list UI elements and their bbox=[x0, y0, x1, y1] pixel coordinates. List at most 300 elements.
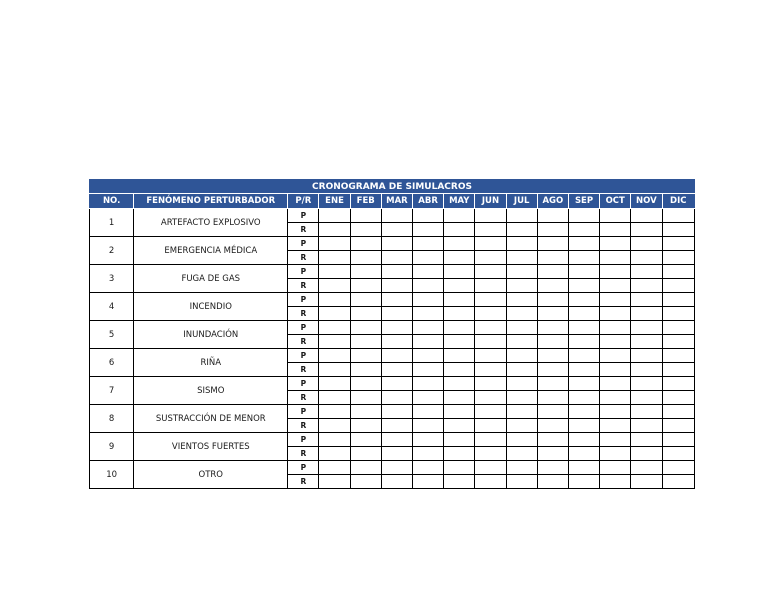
month-cell[interactable] bbox=[662, 265, 695, 279]
month-cell[interactable] bbox=[444, 293, 475, 307]
month-cell[interactable] bbox=[444, 265, 475, 279]
month-cell[interactable] bbox=[537, 363, 568, 377]
month-cell[interactable] bbox=[662, 293, 695, 307]
month-cell[interactable] bbox=[350, 349, 381, 363]
drill-schedule-table bbox=[89, 179, 695, 489]
month-cell[interactable] bbox=[537, 377, 568, 391]
month-cell[interactable] bbox=[350, 293, 381, 307]
month-cell[interactable] bbox=[631, 461, 662, 475]
pr-label: R bbox=[288, 251, 319, 265]
month-cell[interactable] bbox=[381, 461, 412, 475]
month-cell[interactable] bbox=[506, 363, 537, 377]
month-cell[interactable] bbox=[568, 433, 599, 447]
month-cell[interactable] bbox=[600, 391, 631, 405]
month-cell[interactable] bbox=[475, 377, 506, 391]
month-cell[interactable] bbox=[568, 349, 599, 363]
pr-label: P bbox=[288, 209, 319, 223]
month-cell[interactable] bbox=[413, 307, 444, 321]
table-row bbox=[90, 293, 695, 307]
month-cell[interactable] bbox=[413, 251, 444, 265]
month-cell[interactable] bbox=[506, 335, 537, 349]
month-cell[interactable] bbox=[631, 265, 662, 279]
month-cell[interactable] bbox=[381, 321, 412, 335]
month-cell[interactable] bbox=[475, 307, 506, 321]
table-title: CRONOGRAMA DE SIMULACROS bbox=[90, 180, 695, 194]
pr-label: R bbox=[288, 447, 319, 461]
month-cell[interactable] bbox=[475, 363, 506, 377]
month-cell[interactable] bbox=[662, 447, 695, 461]
month-cell[interactable] bbox=[381, 363, 412, 377]
month-cell[interactable] bbox=[444, 433, 475, 447]
row-number: 10 bbox=[90, 461, 134, 489]
month-cell[interactable] bbox=[631, 307, 662, 321]
month-cell[interactable] bbox=[506, 349, 537, 363]
phenomenon-name: FUGA DE GAS bbox=[134, 265, 288, 293]
month-cell[interactable] bbox=[600, 265, 631, 279]
month-cell[interactable] bbox=[537, 391, 568, 405]
month-cell[interactable] bbox=[319, 279, 350, 293]
month-cell[interactable] bbox=[631, 279, 662, 293]
col-header-pr: P/R bbox=[288, 194, 319, 209]
month-cell[interactable] bbox=[537, 419, 568, 433]
month-cell[interactable] bbox=[568, 377, 599, 391]
pr-label: P bbox=[288, 293, 319, 307]
table-row bbox=[90, 405, 695, 419]
month-cell[interactable] bbox=[381, 251, 412, 265]
pr-label: P bbox=[288, 349, 319, 363]
month-cell[interactable] bbox=[350, 377, 381, 391]
month-cell[interactable] bbox=[568, 475, 599, 489]
month-cell[interactable] bbox=[475, 209, 506, 223]
month-cell[interactable] bbox=[600, 293, 631, 307]
month-cell[interactable] bbox=[475, 391, 506, 405]
month-cell[interactable] bbox=[506, 447, 537, 461]
month-cell[interactable] bbox=[475, 335, 506, 349]
month-cell[interactable] bbox=[568, 223, 599, 237]
month-cell[interactable] bbox=[413, 391, 444, 405]
month-cell[interactable] bbox=[381, 307, 412, 321]
month-cell[interactable] bbox=[506, 265, 537, 279]
month-cell[interactable] bbox=[413, 209, 444, 223]
month-cell[interactable] bbox=[475, 265, 506, 279]
month-cell[interactable] bbox=[568, 237, 599, 251]
month-cell[interactable] bbox=[537, 209, 568, 223]
col-header-month: JUL bbox=[506, 194, 537, 209]
month-cell[interactable] bbox=[506, 475, 537, 489]
month-cell[interactable] bbox=[444, 279, 475, 293]
month-cell[interactable] bbox=[381, 293, 412, 307]
phenomenon-name: OTRO bbox=[134, 461, 288, 489]
month-cell[interactable] bbox=[350, 209, 381, 223]
month-cell[interactable] bbox=[381, 405, 412, 419]
month-cell[interactable] bbox=[631, 433, 662, 447]
month-cell[interactable] bbox=[506, 279, 537, 293]
month-cell[interactable] bbox=[319, 461, 350, 475]
month-cell[interactable] bbox=[662, 209, 695, 223]
table-row bbox=[90, 349, 695, 363]
month-cell[interactable] bbox=[662, 363, 695, 377]
col-header-month: ABR bbox=[413, 194, 444, 209]
month-cell[interactable] bbox=[568, 209, 599, 223]
month-cell[interactable] bbox=[600, 461, 631, 475]
month-cell[interactable] bbox=[475, 349, 506, 363]
month-cell[interactable] bbox=[506, 293, 537, 307]
month-cell[interactable] bbox=[319, 391, 350, 405]
month-cell[interactable] bbox=[537, 475, 568, 489]
pr-label: R bbox=[288, 391, 319, 405]
month-cell[interactable] bbox=[444, 363, 475, 377]
month-cell[interactable] bbox=[381, 209, 412, 223]
month-cell[interactable] bbox=[381, 475, 412, 489]
pr-label: R bbox=[288, 335, 319, 349]
month-cell[interactable] bbox=[350, 405, 381, 419]
month-cell[interactable] bbox=[413, 335, 444, 349]
month-cell[interactable] bbox=[444, 307, 475, 321]
month-cell[interactable] bbox=[568, 363, 599, 377]
month-cell[interactable] bbox=[319, 307, 350, 321]
month-cell[interactable] bbox=[444, 209, 475, 223]
row-number: 2 bbox=[90, 237, 134, 265]
phenomenon-name: INUNDACIÓN bbox=[134, 321, 288, 349]
month-cell[interactable] bbox=[381, 237, 412, 251]
month-cell[interactable] bbox=[413, 265, 444, 279]
month-cell[interactable] bbox=[662, 377, 695, 391]
pr-label: P bbox=[288, 377, 319, 391]
month-cell[interactable] bbox=[350, 335, 381, 349]
month-cell[interactable] bbox=[537, 335, 568, 349]
month-cell[interactable] bbox=[413, 475, 444, 489]
month-cell[interactable] bbox=[506, 237, 537, 251]
row-number: 7 bbox=[90, 377, 134, 405]
month-cell[interactable] bbox=[631, 405, 662, 419]
month-cell[interactable] bbox=[413, 377, 444, 391]
month-cell[interactable] bbox=[319, 223, 350, 237]
month-cell[interactable] bbox=[537, 461, 568, 475]
col-header-month: DIC bbox=[662, 194, 695, 209]
month-cell[interactable] bbox=[506, 391, 537, 405]
month-cell[interactable] bbox=[537, 321, 568, 335]
month-cell[interactable] bbox=[413, 321, 444, 335]
month-cell[interactable] bbox=[631, 237, 662, 251]
month-cell[interactable] bbox=[506, 307, 537, 321]
month-cell[interactable] bbox=[631, 419, 662, 433]
month-cell[interactable] bbox=[319, 475, 350, 489]
month-cell[interactable] bbox=[381, 433, 412, 447]
col-header-month: JUN bbox=[475, 194, 506, 209]
month-cell[interactable] bbox=[475, 279, 506, 293]
month-cell[interactable] bbox=[444, 461, 475, 475]
month-cell[interactable] bbox=[600, 237, 631, 251]
month-cell[interactable] bbox=[662, 419, 695, 433]
table-body bbox=[90, 209, 695, 489]
month-cell[interactable] bbox=[381, 265, 412, 279]
month-cell[interactable] bbox=[444, 475, 475, 489]
month-cell[interactable] bbox=[350, 391, 381, 405]
table-row bbox=[90, 377, 695, 391]
month-cell[interactable] bbox=[662, 433, 695, 447]
table-row bbox=[90, 461, 695, 475]
month-cell[interactable] bbox=[350, 307, 381, 321]
month-cell[interactable] bbox=[475, 419, 506, 433]
month-cell[interactable] bbox=[475, 461, 506, 475]
month-cell[interactable] bbox=[350, 251, 381, 265]
month-cell[interactable] bbox=[537, 237, 568, 251]
month-cell[interactable] bbox=[600, 447, 631, 461]
month-cell[interactable] bbox=[506, 461, 537, 475]
month-cell[interactable] bbox=[600, 433, 631, 447]
month-cell[interactable] bbox=[319, 349, 350, 363]
month-cell[interactable] bbox=[568, 293, 599, 307]
month-cell[interactable] bbox=[631, 335, 662, 349]
month-cell[interactable] bbox=[350, 433, 381, 447]
month-cell[interactable] bbox=[413, 433, 444, 447]
month-cell[interactable] bbox=[475, 293, 506, 307]
month-cell[interactable] bbox=[662, 335, 695, 349]
month-cell[interactable] bbox=[631, 377, 662, 391]
month-cell[interactable] bbox=[600, 405, 631, 419]
pr-label: P bbox=[288, 405, 319, 419]
month-cell[interactable] bbox=[319, 237, 350, 251]
row-number: 4 bbox=[90, 293, 134, 321]
month-cell[interactable] bbox=[662, 391, 695, 405]
month-cell[interactable] bbox=[350, 279, 381, 293]
month-cell[interactable] bbox=[537, 223, 568, 237]
phenomenon-name: ARTEFACTO EXPLOSIVO bbox=[134, 209, 288, 237]
month-cell[interactable] bbox=[413, 349, 444, 363]
month-cell[interactable] bbox=[350, 321, 381, 335]
month-cell[interactable] bbox=[568, 419, 599, 433]
month-cell[interactable] bbox=[475, 251, 506, 265]
month-cell[interactable] bbox=[662, 251, 695, 265]
pr-label: R bbox=[288, 475, 319, 489]
month-cell[interactable] bbox=[350, 363, 381, 377]
month-cell[interactable] bbox=[381, 377, 412, 391]
month-cell[interactable] bbox=[600, 279, 631, 293]
month-cell[interactable] bbox=[350, 237, 381, 251]
month-cell[interactable] bbox=[506, 433, 537, 447]
month-cell[interactable] bbox=[506, 223, 537, 237]
col-header-month: SEP bbox=[568, 194, 599, 209]
month-cell[interactable] bbox=[600, 209, 631, 223]
month-cell[interactable] bbox=[600, 475, 631, 489]
month-cell[interactable] bbox=[350, 265, 381, 279]
month-cell[interactable] bbox=[568, 251, 599, 265]
month-cell[interactable] bbox=[475, 321, 506, 335]
month-cell[interactable] bbox=[568, 335, 599, 349]
month-cell[interactable] bbox=[381, 419, 412, 433]
month-cell[interactable] bbox=[319, 447, 350, 461]
month-cell[interactable] bbox=[600, 223, 631, 237]
month-cell[interactable] bbox=[444, 321, 475, 335]
month-cell[interactable] bbox=[444, 391, 475, 405]
pr-label: P bbox=[288, 237, 319, 251]
month-cell[interactable] bbox=[631, 363, 662, 377]
month-cell[interactable] bbox=[600, 321, 631, 335]
month-cell[interactable] bbox=[319, 433, 350, 447]
row-number: 5 bbox=[90, 321, 134, 349]
month-cell[interactable] bbox=[413, 223, 444, 237]
pr-label: R bbox=[288, 223, 319, 237]
month-cell[interactable] bbox=[568, 321, 599, 335]
month-cell[interactable] bbox=[475, 405, 506, 419]
month-cell[interactable] bbox=[568, 279, 599, 293]
month-cell[interactable] bbox=[600, 251, 631, 265]
month-cell[interactable] bbox=[413, 293, 444, 307]
month-cell[interactable] bbox=[631, 321, 662, 335]
month-cell[interactable] bbox=[444, 223, 475, 237]
month-cell[interactable] bbox=[537, 405, 568, 419]
month-cell[interactable] bbox=[319, 321, 350, 335]
row-number: 3 bbox=[90, 265, 134, 293]
month-cell[interactable] bbox=[506, 377, 537, 391]
month-cell[interactable] bbox=[600, 377, 631, 391]
month-cell[interactable] bbox=[444, 335, 475, 349]
month-cell[interactable] bbox=[537, 433, 568, 447]
month-cell[interactable] bbox=[444, 237, 475, 251]
month-cell[interactable] bbox=[568, 265, 599, 279]
phenomenon-name: SUSTRACCIÓN DE MENOR bbox=[134, 405, 288, 433]
month-cell[interactable] bbox=[631, 349, 662, 363]
month-cell[interactable] bbox=[631, 475, 662, 489]
month-cell[interactable] bbox=[319, 293, 350, 307]
table-row bbox=[90, 321, 695, 335]
month-cell[interactable] bbox=[319, 335, 350, 349]
month-cell[interactable] bbox=[350, 223, 381, 237]
phenomenon-name: SISMO bbox=[134, 377, 288, 405]
month-cell[interactable] bbox=[444, 349, 475, 363]
month-cell[interactable] bbox=[381, 391, 412, 405]
month-cell[interactable] bbox=[662, 307, 695, 321]
month-cell[interactable] bbox=[631, 209, 662, 223]
month-cell[interactable] bbox=[662, 237, 695, 251]
month-cell[interactable] bbox=[662, 279, 695, 293]
month-cell[interactable] bbox=[381, 349, 412, 363]
month-cell[interactable] bbox=[413, 447, 444, 461]
row-number: 8 bbox=[90, 405, 134, 433]
phenomenon-name: INCENDIO bbox=[134, 293, 288, 321]
month-cell[interactable] bbox=[319, 419, 350, 433]
month-cell[interactable] bbox=[662, 405, 695, 419]
month-cell[interactable] bbox=[413, 461, 444, 475]
month-cell[interactable] bbox=[350, 447, 381, 461]
month-cell[interactable] bbox=[319, 363, 350, 377]
month-cell[interactable] bbox=[537, 279, 568, 293]
month-cell[interactable] bbox=[319, 265, 350, 279]
month-cell[interactable] bbox=[568, 447, 599, 461]
pr-label: P bbox=[288, 265, 319, 279]
row-number: 1 bbox=[90, 209, 134, 237]
month-cell[interactable] bbox=[475, 475, 506, 489]
month-cell[interactable] bbox=[537, 447, 568, 461]
month-cell[interactable] bbox=[537, 349, 568, 363]
month-cell[interactable] bbox=[631, 293, 662, 307]
month-cell[interactable] bbox=[506, 251, 537, 265]
month-cell[interactable] bbox=[506, 419, 537, 433]
phenomenon-name: RIÑA bbox=[134, 349, 288, 377]
month-cell[interactable] bbox=[506, 321, 537, 335]
pr-label: R bbox=[288, 279, 319, 293]
col-header-month: NOV bbox=[631, 194, 662, 209]
month-cell[interactable] bbox=[600, 349, 631, 363]
phenomenon-name: VIENTOS FUERTES bbox=[134, 433, 288, 461]
month-cell[interactable] bbox=[662, 475, 695, 489]
month-cell[interactable] bbox=[537, 293, 568, 307]
month-cell[interactable] bbox=[662, 321, 695, 335]
month-cell[interactable] bbox=[568, 405, 599, 419]
table-row bbox=[90, 209, 695, 223]
month-cell[interactable] bbox=[537, 251, 568, 265]
month-cell[interactable] bbox=[631, 391, 662, 405]
month-cell[interactable] bbox=[350, 419, 381, 433]
row-number: 9 bbox=[90, 433, 134, 461]
month-cell[interactable] bbox=[662, 223, 695, 237]
pr-label: R bbox=[288, 363, 319, 377]
pr-label: P bbox=[288, 433, 319, 447]
month-cell[interactable] bbox=[537, 265, 568, 279]
month-cell[interactable] bbox=[381, 223, 412, 237]
col-header-month: ENE bbox=[319, 194, 350, 209]
month-cell[interactable] bbox=[662, 349, 695, 363]
month-cell[interactable] bbox=[600, 363, 631, 377]
month-cell[interactable] bbox=[475, 237, 506, 251]
month-cell[interactable] bbox=[444, 377, 475, 391]
month-cell[interactable] bbox=[381, 335, 412, 349]
month-cell[interactable] bbox=[381, 279, 412, 293]
pr-label: P bbox=[288, 321, 319, 335]
month-cell[interactable] bbox=[506, 405, 537, 419]
header-row bbox=[90, 194, 695, 209]
table-row bbox=[90, 237, 695, 251]
month-cell[interactable] bbox=[413, 237, 444, 251]
month-cell[interactable] bbox=[319, 209, 350, 223]
row-number: 6 bbox=[90, 349, 134, 377]
month-cell[interactable] bbox=[319, 251, 350, 265]
month-cell[interactable] bbox=[350, 461, 381, 475]
table-row bbox=[90, 433, 695, 447]
month-cell[interactable] bbox=[319, 377, 350, 391]
month-cell[interactable] bbox=[413, 279, 444, 293]
month-cell[interactable] bbox=[444, 419, 475, 433]
month-cell[interactable] bbox=[413, 405, 444, 419]
month-cell[interactable] bbox=[475, 433, 506, 447]
month-cell[interactable] bbox=[444, 251, 475, 265]
month-cell[interactable] bbox=[537, 307, 568, 321]
col-header-month: AGO bbox=[537, 194, 568, 209]
month-cell[interactable] bbox=[413, 419, 444, 433]
month-cell[interactable] bbox=[600, 335, 631, 349]
month-cell[interactable] bbox=[319, 405, 350, 419]
month-cell[interactable] bbox=[381, 447, 412, 461]
pr-label: R bbox=[288, 307, 319, 321]
month-cell[interactable] bbox=[600, 307, 631, 321]
month-cell[interactable] bbox=[600, 419, 631, 433]
month-cell[interactable] bbox=[568, 307, 599, 321]
month-cell[interactable] bbox=[631, 447, 662, 461]
month-cell[interactable] bbox=[475, 447, 506, 461]
month-cell[interactable] bbox=[506, 209, 537, 223]
month-cell[interactable] bbox=[631, 223, 662, 237]
month-cell[interactable] bbox=[413, 363, 444, 377]
month-cell[interactable] bbox=[631, 251, 662, 265]
month-cell[interactable] bbox=[475, 223, 506, 237]
month-cell[interactable] bbox=[568, 391, 599, 405]
month-cell[interactable] bbox=[662, 461, 695, 475]
month-cell[interactable] bbox=[350, 475, 381, 489]
col-header-month: OCT bbox=[600, 194, 631, 209]
month-cell[interactable] bbox=[444, 405, 475, 419]
month-cell[interactable] bbox=[568, 461, 599, 475]
month-cell[interactable] bbox=[444, 447, 475, 461]
